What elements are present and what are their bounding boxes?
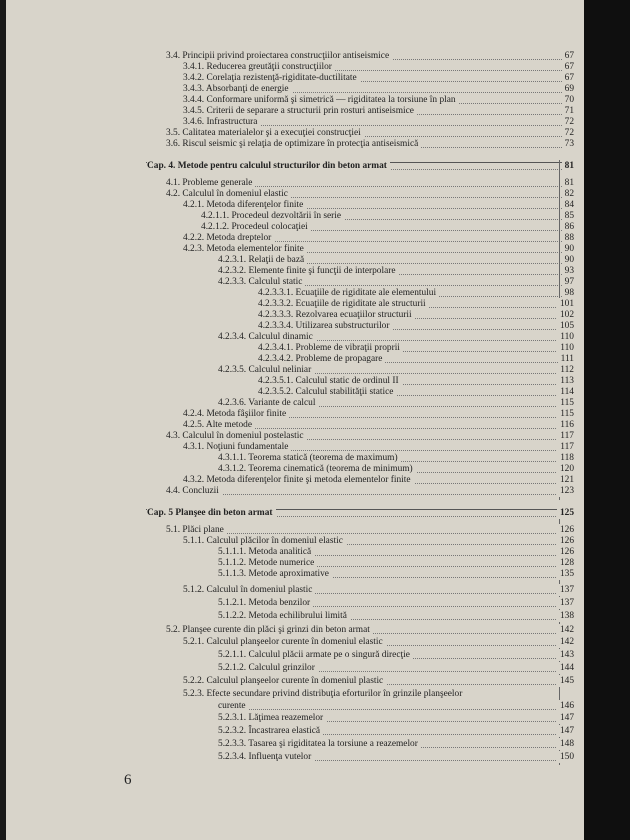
toc-entry: [183, 636, 574, 648]
scan-background: [584, 0, 630, 840]
toc-entry-title: 5.2.3. Efecte secundare privind distribuţia eforturilor în grinzile planşeelor: [183, 688, 465, 700]
toc-entry-page: 120: [557, 463, 574, 475]
toc-entry-page: 126: [557, 546, 574, 558]
toc-entry-page: 73: [562, 138, 574, 150]
toc-entry-title: Cap. 5 Planşee din beton armat: [147, 507, 276, 519]
toc-entry-title: 5.2.3.1. Lăţimea reazemelor: [218, 712, 326, 724]
toc-entry-title: 4.3. Calculul în domeniul postelastic: [166, 430, 306, 442]
toc-entry-title: 4.2. Calculul în domeniul elastic: [166, 188, 291, 200]
toc-entry-page: 112: [557, 364, 574, 376]
toc-entry-title: 4.2.3.1. Relaţii de bază: [218, 254, 307, 266]
toc-entry-title: 5.1.1. Calculul plăcilor în domeniul elastic: [183, 535, 346, 547]
toc-entry-title: curente: [218, 700, 249, 712]
toc-entry: [218, 725, 574, 737]
toc-entry: [183, 675, 574, 687]
toc-entry-page: 69: [562, 83, 574, 95]
toc-entry-title: 4.2.3.5. Calculul neliniar: [218, 364, 314, 376]
toc-entry: [183, 688, 574, 700]
toc-entry-title: 4.2.1.2. Procedeul colocaţiei: [201, 221, 311, 233]
toc-entry-title: 3.4. Principii privind proiectarea construcţiilor antiseismice: [166, 50, 392, 62]
toc-entry-page: 81: [562, 177, 574, 189]
toc-entry-title: 5.2.3.3. Tasarea şi rigiditatea la torsiune a reazemelor: [218, 738, 421, 750]
toc-entry-title: 3.4.2. Corelaţia rezistenţă-rigiditate-ductilitate: [183, 72, 360, 84]
toc-entry-page: 110: [557, 342, 574, 354]
toc-entry-title: Cap. 4. Metode pentru calculul structurilor din beton armat: [147, 160, 390, 172]
toc-entry-page: 147: [557, 712, 574, 724]
toc-entry-page: 81: [562, 160, 574, 172]
toc-entry-title: 5.2.1.2. Calculul grinzilor: [218, 662, 318, 674]
toc-entry-page: 97: [562, 276, 574, 288]
toc-entry-page: 88: [562, 232, 574, 244]
toc-entry: [218, 649, 574, 661]
toc-entry-page: 105: [557, 320, 574, 332]
toc-entry-title: 4.2.1.1. Procedeul dezvoltării în serie: [201, 210, 344, 222]
toc-entry-page: 147: [557, 725, 574, 737]
toc-entry-page: 90: [562, 254, 574, 266]
toc-entry: [218, 568, 574, 580]
dot-leader: [166, 533, 574, 534]
toc-entry-title: 4.2.3.4.1. Probleme de vibraţii proprii: [258, 342, 403, 354]
toc-entry-page: 72: [562, 127, 574, 139]
toc-entry-page: 135: [557, 568, 574, 580]
toc-entry-title: 4.2.3.3. Calculul static: [218, 276, 305, 288]
toc-entry-page: 84: [562, 199, 574, 211]
toc-entry-title: 4.2.3.4. Calculul dinamic: [218, 331, 316, 343]
toc-entry: [218, 712, 574, 724]
toc-entry-title: 5.2. Planşee curente din plăci şi grinzi din beton armat: [166, 624, 373, 636]
toc-entry-title: 4.2.4. Metoda fâşiilor finite: [183, 408, 289, 420]
toc-entry-title: 4.4. Concluzii: [166, 485, 222, 497]
toc-entry-title: 5.2.2. Calculul planşeelor curente în domeniul plastic: [183, 675, 386, 687]
toc-entry-title: 5.1. Plăci plane: [166, 524, 227, 536]
toc-entry: [218, 597, 574, 609]
book-page: [6, 0, 584, 840]
toc-entry-page: 142: [557, 624, 574, 636]
toc-entry-page: 110: [557, 331, 574, 343]
toc-entry: [218, 610, 574, 622]
toc-entry-title: 3.4.5. Criterii de separare a structurii prin rosturi antiseismice: [183, 105, 417, 117]
toc-entry-title: 3.5. Calitatea materialelor şi a execuţiei construcţiei: [166, 127, 364, 139]
toc-entry-page: 90: [562, 243, 574, 255]
toc-entry-title: 4.2.5. Alte metode: [183, 419, 255, 431]
toc-entry: [218, 738, 574, 750]
toc-entry-title: 4.3.2. Metoda diferenţelor finite şi metoda elementelor finite: [183, 474, 414, 486]
toc-entry-page: 113: [557, 375, 574, 387]
toc-entry-page: 125: [557, 507, 574, 519]
toc-entry-title: 5.1.2. Calculul în domeniul plastic: [183, 584, 315, 596]
toc-entry-page: 70: [562, 94, 574, 106]
toc-entry-title: 5.1.2.1. Metoda benzilor: [218, 597, 313, 609]
toc-entry-title: 4.2.1. Metoda diferenţelor finite: [183, 199, 306, 211]
toc-entry-title: 4.2.3.6. Variante de calcul: [218, 397, 318, 409]
toc-entry-title: 4.1. Probleme generale: [166, 177, 255, 189]
dot-leader: [218, 709, 574, 710]
toc-entry-page: 86: [562, 221, 574, 233]
toc-entry-page: 116: [557, 419, 574, 431]
page-number: 6: [124, 772, 132, 788]
toc-entry-title: 4.2.3.5.2. Calculul stabilităţii statice: [258, 386, 396, 398]
toc-entry-page: 67: [562, 50, 574, 62]
toc-entry-page: 128: [557, 557, 574, 569]
toc-entry-page: 126: [557, 524, 574, 536]
toc-entry-page: 148: [557, 738, 574, 750]
toc-entry-page: 93: [562, 265, 574, 277]
toc-entry-title: 4.2.3.4.2. Probleme de propagare: [258, 353, 385, 365]
toc-entry-page: 111: [558, 353, 574, 365]
toc-entry-page: 145: [557, 675, 574, 687]
toc-entry-page: 85: [562, 210, 574, 222]
toc-entry-page: 102: [557, 309, 574, 321]
toc-entry-page: 67: [562, 72, 574, 84]
toc-entry-title: 5.1.1.3. Metode aproximative: [218, 568, 332, 580]
toc-entry-title: 4.2.3.2. Elemente finite şi funcţii de interpolare: [218, 265, 399, 277]
toc-entry-title: 4.2.3. Metoda elementelor finite: [183, 243, 307, 255]
toc-entry-page: 138: [557, 610, 574, 622]
toc-entry-page: 101: [557, 298, 574, 310]
toc-entry-page: 72: [562, 116, 574, 128]
toc-entry: [166, 138, 574, 150]
toc-entry-page: 114: [557, 386, 574, 398]
toc-entry-title: 4.2.3.3.1. Ecuaţiile de rigiditate ale elementului: [258, 287, 439, 299]
toc-entry-title: 5.1.1.2. Metode numerice: [218, 557, 317, 569]
toc-entry: [166, 624, 574, 636]
toc-entry-page: 117: [557, 430, 574, 442]
toc-entry-title: 5.2.3.2. Încastrarea elastică: [218, 725, 323, 737]
toc-entry: [183, 584, 574, 596]
toc-entry: [218, 751, 574, 763]
toc-entry-title: 5.2.1.1. Calculul plăcii armate pe o singură direcţie: [218, 649, 413, 661]
toc-entry-page: 67: [562, 61, 574, 73]
toc-entry: [218, 662, 574, 674]
toc-entry-title: 5.2.3.4. Influenţa vutelor: [218, 751, 314, 763]
toc-entry-page: 121: [557, 474, 574, 486]
toc-entry-page: 137: [557, 584, 574, 596]
toc-entry-title: 5.1.1.1. Metoda analitică: [218, 546, 314, 558]
toc-entry-title: 4.3.1.2. Teorema cinematică (teorema de minimum): [218, 463, 416, 475]
toc-entry-title: 4.2.3.3.3. Rezolvarea ecuaţiilor structurii: [258, 309, 415, 321]
toc-entry-page: 146: [557, 700, 574, 712]
toc-entry-title: 3.6. Riscul seismic şi relaţia de optimizare în protecţia antiseismică: [166, 138, 421, 150]
toc-entry-title: 4.2.3.5.1. Calculul static de ordinul II: [258, 375, 402, 387]
toc-entry-page: 118: [557, 452, 574, 464]
toc-entry-page: 150: [557, 751, 574, 763]
toc-entry-page: 115: [557, 408, 574, 420]
toc-entry-title: 4.2.3.3.2. Ecuaţiile de rigiditate ale structurii: [258, 298, 429, 310]
toc-entry-page: 126: [557, 535, 574, 547]
toc-entry: [218, 700, 574, 712]
toc-entry-title: 4.3.1. Noţiuni fundamentale: [183, 441, 291, 453]
toc-entry-title: 5.2.1. Calculul planşeelor curente în domeniul elastic: [183, 636, 386, 648]
toc-entry-page: 115: [557, 397, 574, 409]
toc-entry-page: 144: [557, 662, 574, 674]
toc-entry-title: 3.4.1. Reducerea greutăţii construcţiilor: [183, 61, 335, 73]
toc-entry-title: 5.1.2.2. Metoda echilibrului limită: [218, 610, 350, 622]
toc-entry-page: 142: [557, 636, 574, 648]
toc-entry-page: 117: [557, 441, 574, 453]
toc-entry-title: 4.2.3.3.4. Utilizarea substructurilor: [258, 320, 392, 332]
toc-entry-page: 82: [562, 188, 574, 200]
toc-entry-title: 4.2.2. Metoda dreptelor: [183, 232, 274, 244]
toc-entry-title: 3.4.4. Conformare uniformă şi simetrică — rigiditatea la torsiune în plan: [183, 94, 459, 106]
toc-entry-title: 3.4.3. Absorbanţi de energie: [183, 83, 292, 95]
toc-entry-title: 4.3.1.1. Teorema statică (teorema de maximum): [218, 452, 401, 464]
toc-entry-page: 137: [557, 597, 574, 609]
dot-leader: [166, 494, 574, 495]
toc-entry-page: 123: [557, 485, 574, 497]
toc-entry-title: 3.4.6. Infrastructura: [183, 116, 260, 128]
toc-entry: [166, 485, 574, 497]
toc-entry-page: 143: [557, 649, 574, 661]
toc-entry-page: 71: [562, 105, 574, 117]
toc-entry-page: 98: [562, 287, 574, 299]
